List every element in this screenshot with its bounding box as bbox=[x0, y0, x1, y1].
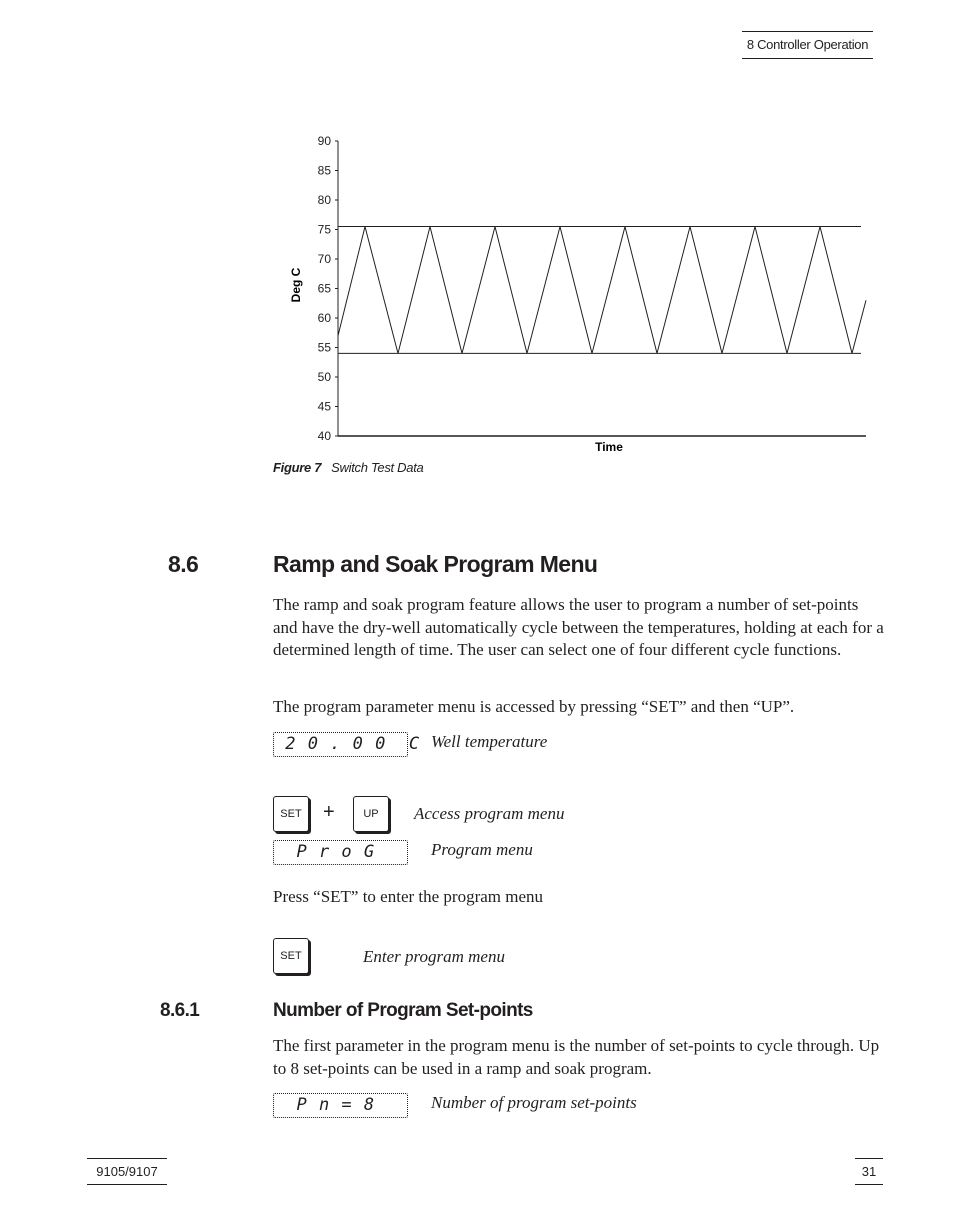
y-axis-label: Deg C bbox=[289, 267, 303, 303]
series-line bbox=[338, 227, 866, 354]
subsection-number: 8.6.1 bbox=[160, 1000, 200, 1021]
figure-caption-text: Switch Test Data bbox=[331, 460, 424, 475]
section-number: 8.6 bbox=[168, 551, 199, 577]
y-tick-label: 85 bbox=[317, 163, 331, 178]
y-tick-label: 80 bbox=[317, 193, 331, 207]
switch-test-chart bbox=[270, 120, 880, 465]
y-tick-label: 70 bbox=[317, 252, 331, 266]
lcd-display-set-points: P n = 8 bbox=[273, 1093, 408, 1118]
display-note-program-menu: Program menu bbox=[431, 840, 533, 859]
figure-label: Figure 7 bbox=[273, 460, 322, 475]
set-key-button[interactable]: SET bbox=[273, 796, 309, 832]
x-axis-label: Time bbox=[595, 440, 623, 454]
y-tick-label: 90 bbox=[317, 134, 331, 148]
y-tick-label: 60 bbox=[317, 311, 331, 325]
subsection-paragraph-1: The first parameter in the program menu is the number of set-points to cycle through. Up to 8 set-points can be used in a ramp and soak program. bbox=[273, 1036, 880, 1078]
running-header: 8 Controller Operation bbox=[742, 31, 873, 59]
footer-model: 9105/9107 bbox=[87, 1158, 167, 1185]
y-tick-label: 55 bbox=[317, 340, 331, 355]
y-tick-label: 65 bbox=[317, 281, 331, 296]
plus-sign: + bbox=[323, 801, 335, 823]
y-tick-label: 75 bbox=[317, 222, 331, 237]
display-note-set-points: Number of program set-points bbox=[431, 1093, 637, 1112]
series-group bbox=[338, 227, 866, 354]
up-key-button[interactable]: UP bbox=[353, 796, 389, 832]
section-paragraph-3: Press “SET” to enter the program menu bbox=[273, 887, 544, 906]
keys-note-access-program: Access program menu bbox=[414, 804, 565, 823]
key-note-enter-program: Enter program menu bbox=[363, 947, 505, 966]
section-paragraph-1: The ramp and soak program feature allows the user to program a number of set-points and have the dry-well automatically cycle between the temperatures, holding at each for a determined length of time. The user can select one of four different cycle functions. bbox=[273, 595, 884, 659]
lcd-display-program-menu: P r o G bbox=[273, 840, 408, 865]
y-axis bbox=[318, 134, 866, 443]
figure-caption bbox=[273, 460, 423, 475]
set-key-button-2[interactable]: SET bbox=[273, 938, 309, 974]
page-number: 31 bbox=[855, 1158, 883, 1185]
lcd-display-well-temperature: 2 0 . 0 0 C bbox=[273, 732, 408, 757]
y-tick-label: 45 bbox=[317, 399, 331, 414]
display-note-well-temperature: Well temperature bbox=[431, 732, 548, 751]
subsection-title: Number of Program Set-points bbox=[273, 1000, 533, 1021]
y-tick-label: 40 bbox=[317, 429, 331, 443]
section-title: Ramp and Soak Program Menu bbox=[273, 551, 598, 577]
section-paragraph-2: The program parameter menu is accessed by pressing “SET” and then “UP”. bbox=[273, 697, 795, 716]
y-tick-label: 50 bbox=[317, 370, 331, 384]
